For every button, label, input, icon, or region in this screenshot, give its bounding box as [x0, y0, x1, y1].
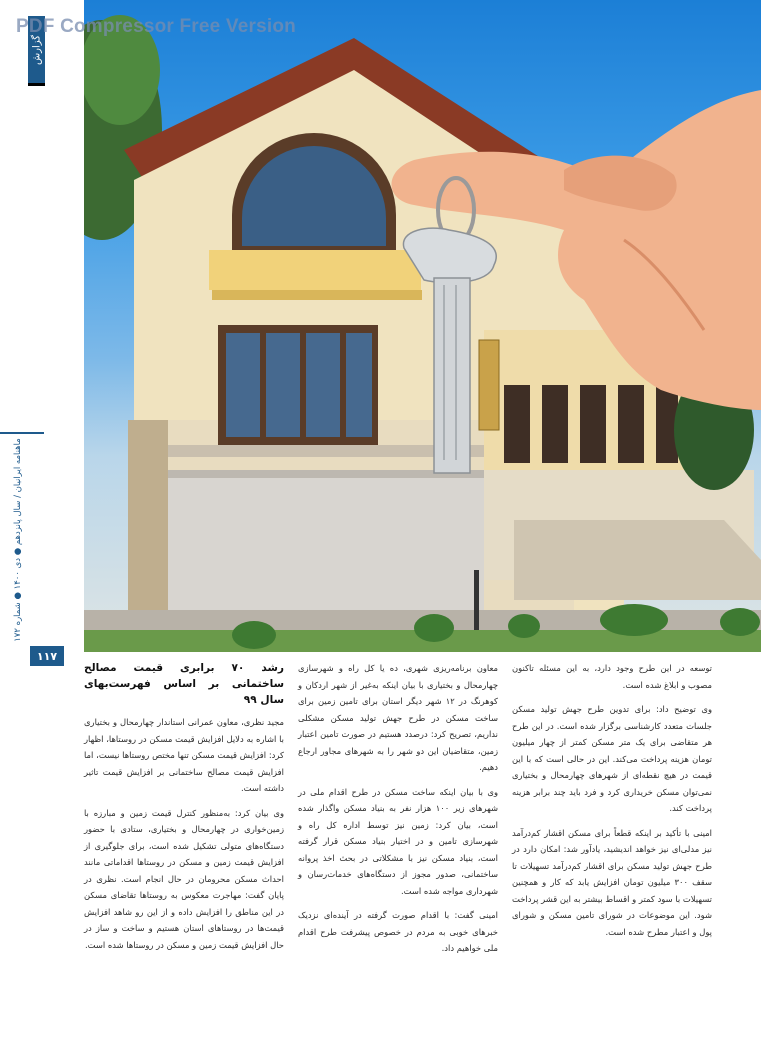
paragraph: امینی با تأکید بر اینکه قطعاً برای مسکن اقشار کم‌درآمد نیز مدلی‌ای نیز خواهد اندیشید، یادآور شد: امکان دارد در طرح جهش تولید مسکن برای اقشار کم‌درآمد تسهیلات تا سقف ۳۰۰ میلیون تومان افزایش یابد که کار و همچنین تسهیلات با سود کمتر و اقساط بیشتر به این قشر پرداخت شود. این موضوعات در شورای تامین مسکن و شورای پول و اعتبار مطرح شده است. — [512, 827, 713, 937]
section-tab-label: گزارش — [31, 34, 42, 65]
section-heading: رشد ۷۰ برابری قیمت مصالح ساختمانی بر اساس فهرست‌بهای سال ۹۹ — [84, 662, 284, 706]
paragraph: معاون برنامه‌ریزی شهری، ده یا کل راه و شهرسازی چهارمحال و بختیاری با بیان اینکه به‌غیر از شهر اردکان و کوهرنگ در ۱۲ شهر دیگر استان برای تامین زمین برای ساخت مسکن در طرح جهش تولید مسکن مشکلی نداریم، تصریح کرد: درصدد هستیم در صورت تامین اعتبار زمین، متقاضیان این دو شهر را به شهرهای مجاور ارجاع دهیم. — [298, 663, 499, 772]
watermark: PDF Compressor Free Version — [16, 16, 296, 37]
side-caption — [10, 440, 26, 640]
side-divider — [0, 432, 44, 434]
house-keys-illustration — [84, 0, 761, 652]
paragraph: امینی گفت: با اقدام صورت گرفته در آینده‌ای نزدیک خبرهای خوبی به مردم در خصوص پیشرفت طرح اقدام ملی خواهیم داد. — [298, 910, 498, 953]
side-caption-text: ماهنامه ایرانیان / سال پانزدهم ● دی ۱۴۰۰ ● شماره ۱۷۲ — [13, 438, 23, 642]
article-column-1 — [512, 660, 712, 948]
page-number: ۱۱۷ — [30, 646, 64, 666]
lamp-post — [474, 570, 479, 630]
paragraph: مجید نظری، معاون عمرانی استاندار چهارمحال و بختیاری با اشاره به دلایل افزایش قیمت مسکن در روستاها، اظهار کرد: افزایش قیمت مسکن تنها مختص روستاها نیست، اما افزایش قیمت مصالح ساختمانی بر افزایش قیمت تاثیر داشته است. — [84, 717, 284, 793]
article-column-3 — [84, 660, 284, 961]
paragraph: وی با بیان اینکه ساخت مسکن در طرح اقدام ملی در شهرهای زیر ۱۰۰ هزار نفر به بنیاد مسکن واگذار شده است، بیان کرد: زمین نیز توسط اداره کل راه و شهرسازی تامین و در اختیار بنیاد مسکن قرار گرفته است، بنیاد مسکن نیز با مشکلاتی در بحث اخذ پروانه ساختمانی، صدور مجوز از دستگاه‌های خدمات‌رسان و شهرداری مواجه شده است. — [298, 786, 499, 896]
article-column-2 — [298, 660, 498, 965]
paragraph: وی بیان کرد: به‌منظور کنترل قیمت زمین و مبارزه با زمین‌خواری در چهارمحال و بختیاری، ستادی با حضور دستگاه‌های متولی تشکیل شده است، برای جلوگیری از افزایش قیمت زمین و مسکن در روستاها اقداماتی مانند احداث مسکن محرومان در حال انجام است. نظری در پایان گفت: مهاجرت معکوس به روستاها تقاضای مسکن در این مناطق را افزایش داده و از این رو شاهد افزایش قیمت‌ها در روستاهای استان هستیم و ساخت و ساز در حال افزایش قیمت زمین و مسکن در روستاها شده است. — [84, 807, 284, 950]
hero-photo — [84, 0, 761, 652]
paragraph: وی توضیح داد: برای تدوین طرح جهش تولید مسکن جلسات متعدد کارشناسی برگزار شده است. در این طرح هر متقاضی برای یک متر مسکن کمتر از چهار میلیون تومان هزینه پرداخت می‌کند. این در حالی است که با این قیمت در هیچ نقطه‌ای از شهرهای چهارمحال و بختیاری نمی‌توان مسکن خریداری کرد و فرد باید چند برابر هزینه پرداخت کند. — [512, 704, 712, 813]
article-body — [84, 660, 736, 980]
paragraph: توسعه در این طرح وجود دارد، به این مسئله تاکنون مصوب و ابلاغ شده است. — [512, 663, 712, 690]
